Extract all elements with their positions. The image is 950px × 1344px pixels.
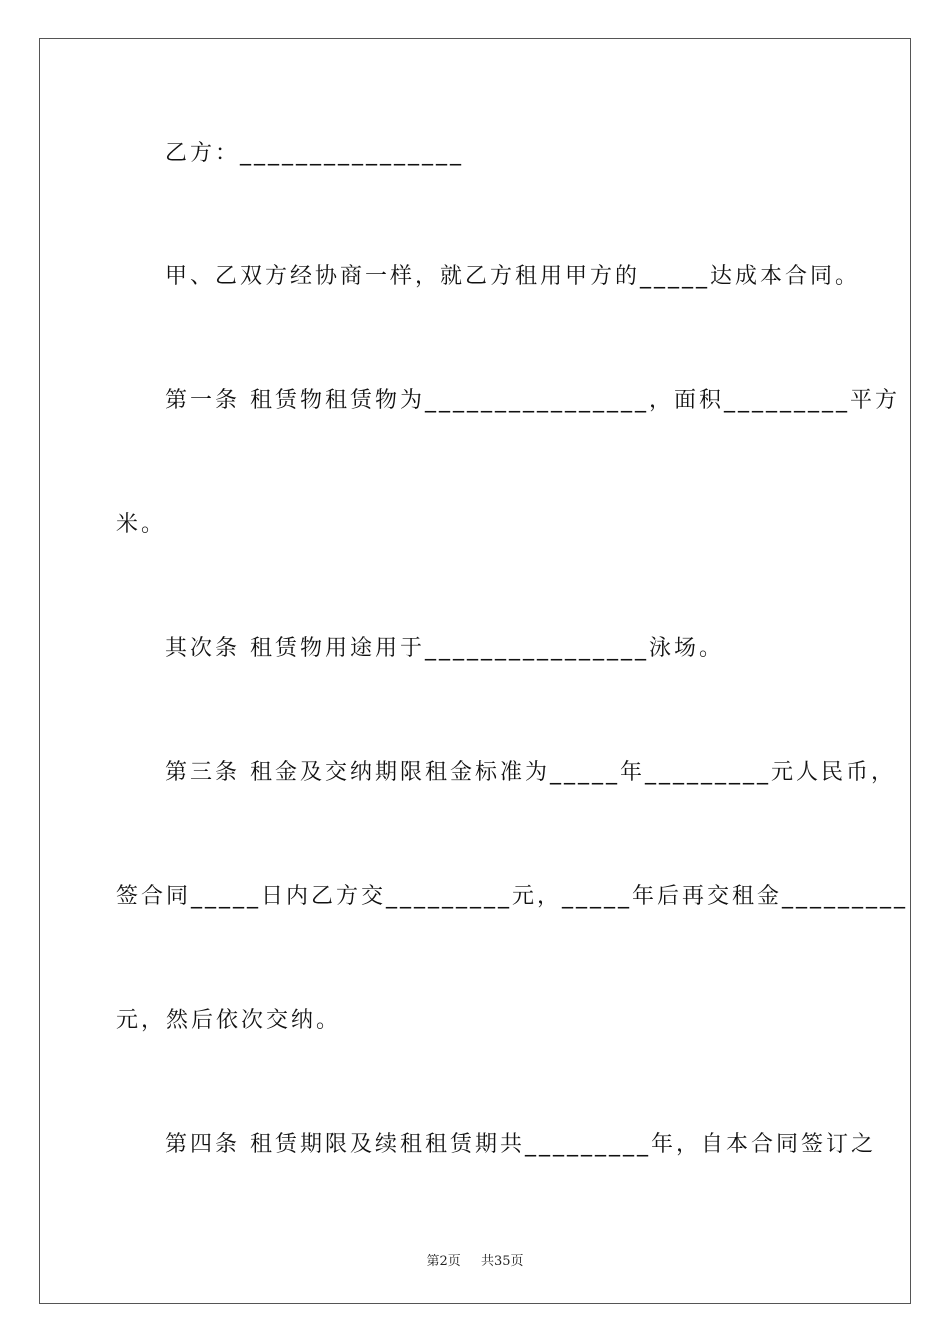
agreement-intro-line: 甲、乙双方经协商一样，就乙方租用甲方的_____达成本合同。: [165, 264, 861, 289]
article-1-continued-line: 米。: [116, 512, 167, 537]
page-footer: [40, 1250, 910, 1269]
article-3-continued-line: 签合同_____日内乙方交_________元，_____年后再交租金_________: [116, 884, 909, 909]
article-2-line: 其次条 租赁物用途用于________________泳场。: [165, 636, 724, 661]
page-number-label: 第2页: [426, 1254, 461, 1269]
party-b-line: 乙方：________________: [165, 141, 465, 166]
article-3-final-line: 元，然后依次交纳。: [116, 1008, 342, 1033]
article-3-line: 第三条 租金及交纳期限租金标准为_____年_________元人民币，: [165, 760, 896, 785]
total-pages-label: 共35页: [481, 1254, 524, 1269]
article-4-line: 第四条 租赁期限及续租租赁期共_________年，自本合同签订之: [165, 1132, 876, 1157]
page-frame: [39, 38, 911, 1304]
article-1-line: 第一条 租赁物租赁物为________________，面积_________平方: [165, 388, 900, 413]
